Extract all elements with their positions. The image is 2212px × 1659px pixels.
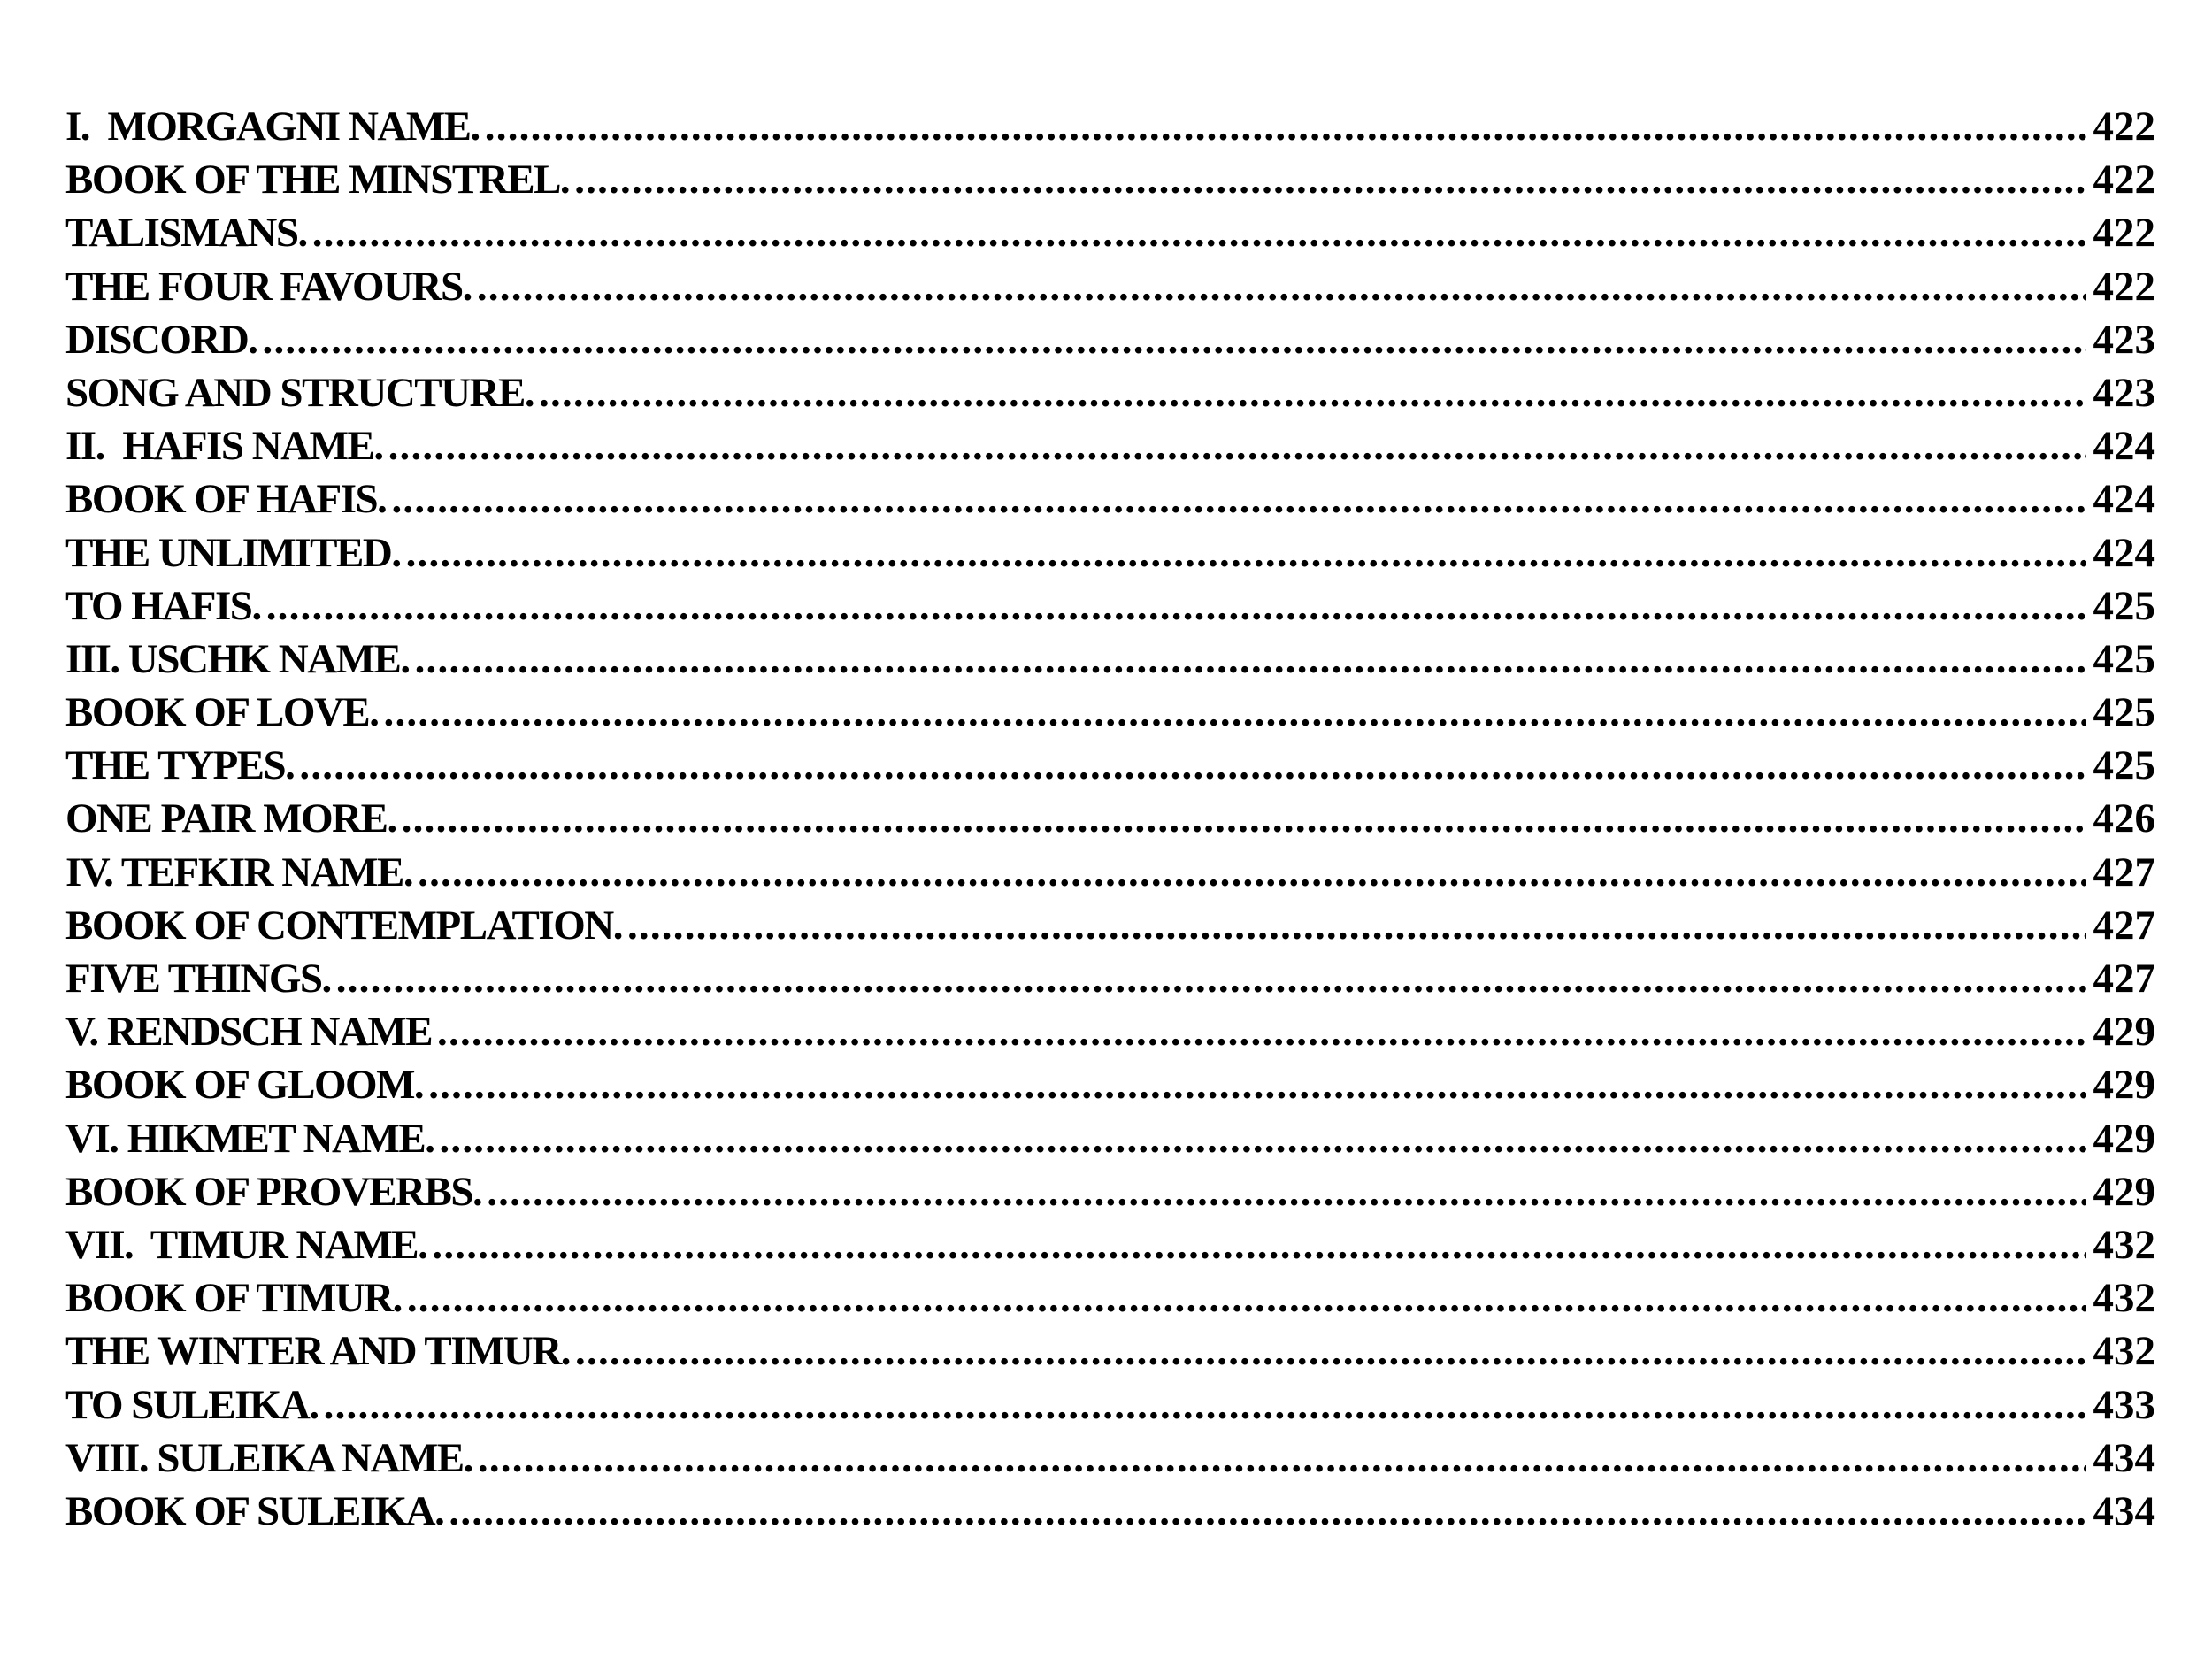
toc-entry-page: 423 (2093, 369, 2155, 416)
toc-entry[interactable] (65, 792, 2155, 845)
dot-leader (428, 1058, 2085, 1111)
dot-leader (539, 366, 2085, 419)
toc-entry-page: 426 (2093, 795, 2155, 842)
toc-entry-title: THE FOUR FAVOURS. (65, 263, 472, 310)
toc-entry-title: BOOK OF HAFIS. (65, 476, 387, 523)
toc-entry-page: 434 (2093, 1434, 2155, 1481)
dot-leader (263, 313, 2086, 366)
dot-leader (415, 633, 2086, 686)
toc-entry-title: BOOK OF LOVE. (65, 689, 379, 736)
dot-leader (402, 792, 2086, 845)
toc-entry-title: VII. TIMUR NAME. (65, 1221, 427, 1268)
toc-entry-page: 427 (2093, 849, 2155, 895)
dot-leader (406, 526, 2086, 580)
table-of-contents (65, 100, 2155, 1538)
toc-entry-title: THE WINTER AND TIMUR. (65, 1328, 571, 1375)
toc-entry[interactable] (65, 206, 2155, 259)
toc-entry[interactable] (65, 153, 2155, 206)
dot-leader (388, 419, 2086, 472)
dot-leader (312, 206, 2086, 259)
toc-entry[interactable] (65, 472, 2155, 526)
dot-leader (432, 1218, 2085, 1271)
toc-entry-title: THE TYPES. (65, 742, 295, 789)
toc-entry-page: 432 (2093, 1275, 2155, 1322)
toc-entry-title: BOOK OF CONTEMPLATION. (65, 902, 622, 949)
toc-entry[interactable] (65, 1485, 2155, 1538)
toc-entry-page: 425 (2093, 582, 2155, 629)
toc-entry-title: TO SULEIKA. (65, 1381, 319, 1428)
toc-entry-title: TALISMANS. (65, 210, 307, 257)
toc-entry-page: 429 (2093, 1009, 2155, 1056)
toc-entry[interactable] (65, 1379, 2155, 1432)
dot-leader (324, 1379, 2086, 1432)
toc-entry-title: IV. TEFKIR NAME. (65, 849, 413, 895)
toc-entry[interactable] (65, 1432, 2155, 1485)
toc-entry[interactable] (65, 1325, 2155, 1378)
dot-leader (407, 1271, 2086, 1325)
toc-entry-page: 422 (2093, 157, 2155, 204)
toc-entry[interactable] (65, 1112, 2155, 1165)
toc-entry-title: DISCORD. (65, 316, 257, 363)
dot-leader (449, 1485, 2085, 1538)
dot-leader (485, 100, 2086, 153)
toc-entry-page: 425 (2093, 742, 2155, 789)
toc-entry[interactable] (65, 100, 2155, 153)
toc-entry[interactable] (65, 633, 2155, 686)
dot-leader (439, 1112, 2085, 1165)
toc-entry-title: BOOK OF TIMUR. (65, 1275, 402, 1322)
toc-entry-page: 422 (2093, 104, 2155, 150)
toc-entry-title: II. HAFIS NAME. (65, 423, 383, 470)
toc-entry[interactable] (65, 1005, 2155, 1058)
toc-entry-title: I. MORGAGNI NAME. (65, 104, 480, 150)
dot-leader (418, 846, 2085, 899)
toc-entry[interactable] (65, 366, 2155, 419)
toc-entry[interactable] (65, 419, 2155, 472)
toc-entry-page: 429 (2093, 1062, 2155, 1109)
toc-entry[interactable] (65, 1271, 2155, 1325)
toc-entry[interactable] (65, 1058, 2155, 1111)
toc-entry[interactable] (65, 952, 2155, 1005)
dot-leader (487, 1165, 2085, 1218)
toc-entry[interactable] (65, 313, 2155, 366)
dot-leader (299, 739, 2085, 792)
toc-entry[interactable] (65, 260, 2155, 313)
toc-entry[interactable] (65, 846, 2155, 899)
dot-leader (266, 580, 2086, 633)
dot-leader (477, 260, 2086, 313)
toc-entry[interactable] (65, 1218, 2155, 1271)
dot-leader (336, 952, 2086, 1005)
toc-entry[interactable] (65, 580, 2155, 633)
toc-entry-page: 424 (2093, 423, 2155, 470)
toc-entry-page: 427 (2093, 956, 2155, 1002)
toc-entry-page: 429 (2093, 1115, 2155, 1162)
dot-leader (574, 153, 2085, 206)
toc-entry-title: ONE PAIR MORE. (65, 795, 396, 842)
toc-entry-page: 432 (2093, 1221, 2155, 1268)
dot-leader (627, 899, 2086, 952)
dot-leader (391, 472, 2085, 526)
toc-entry-page: 425 (2093, 635, 2155, 682)
toc-entry-title: VIII. SULEIKA NAME. (65, 1434, 472, 1481)
toc-entry-title: III. USCHK NAME. (65, 635, 410, 682)
toc-entry-page: 422 (2093, 263, 2155, 310)
dot-leader (478, 1432, 2086, 1485)
toc-entry-title: FIVE THINGS. (65, 956, 331, 1002)
toc-entry-title: BOOK OF PROVERBS. (65, 1168, 482, 1215)
toc-entry-title: VI. HIKMET NAME. (65, 1115, 434, 1162)
toc-entry-page: 429 (2093, 1168, 2155, 1215)
toc-entry-page: 434 (2093, 1487, 2155, 1534)
toc-entry[interactable] (65, 526, 2155, 580)
toc-entry-page: 433 (2093, 1381, 2155, 1428)
dot-leader (384, 686, 2086, 739)
toc-entry[interactable] (65, 1165, 2155, 1218)
dot-leader (575, 1325, 2085, 1378)
toc-entry-page: 423 (2093, 316, 2155, 363)
dot-leader (437, 1005, 2085, 1058)
toc-entry-title: BOOK OF SULEIKA. (65, 1487, 444, 1534)
toc-entry[interactable] (65, 899, 2155, 952)
toc-entry[interactable] (65, 739, 2155, 792)
toc-entry-page: 425 (2093, 689, 2155, 736)
toc-entry-title: V. RENDSCH NAME (65, 1009, 433, 1056)
toc-entry-page: 427 (2093, 902, 2155, 949)
toc-entry-title: BOOK OF GLOOM. (65, 1062, 424, 1109)
toc-entry-page: 422 (2093, 210, 2155, 257)
toc-entry[interactable] (65, 686, 2155, 739)
toc-entry-title: SONG AND STRUCTURE. (65, 369, 534, 416)
toc-entry-page: 432 (2093, 1328, 2155, 1375)
toc-entry-title: THE UNLIMITED. (65, 529, 401, 576)
toc-entry-page: 424 (2093, 476, 2155, 523)
toc-entry-page: 424 (2093, 529, 2155, 576)
toc-entry-title: BOOK OF THE MINSTREL. (65, 157, 570, 204)
toc-entry-title: TO HAFIS. (65, 582, 261, 629)
